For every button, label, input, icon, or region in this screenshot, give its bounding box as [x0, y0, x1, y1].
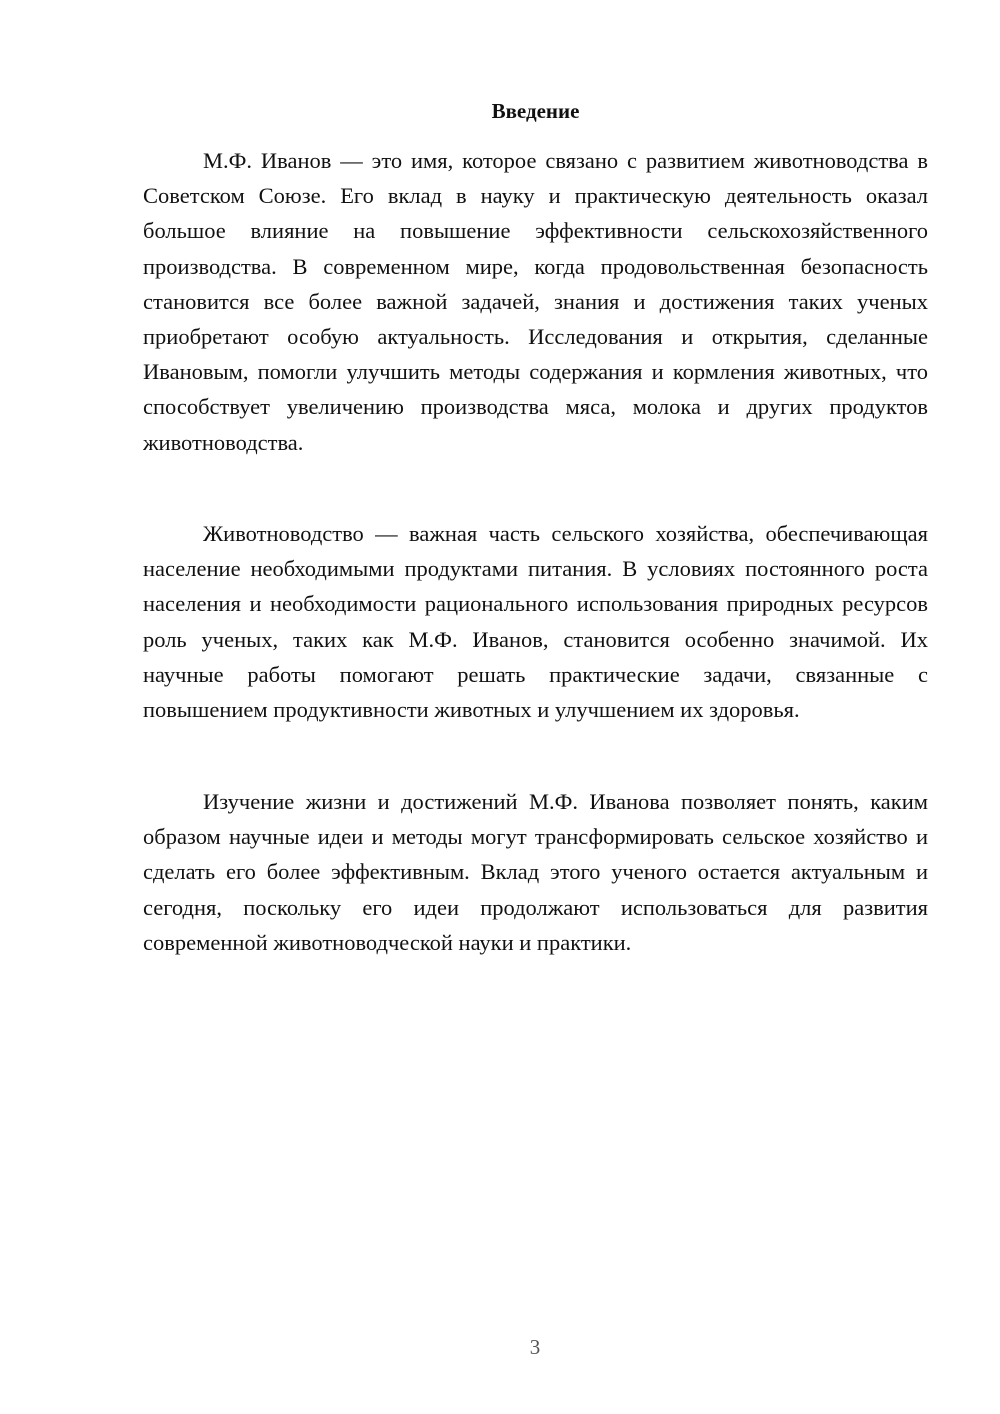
- paragraph-2-block: [143, 516, 928, 727]
- paragraph: Животноводство — важная часть сельского хозяйства, обеспечивающая население необходимыми продуктами питания. В условиях постоянного роста населения и необходимости рационального использования природных ресурсов роль ученых, таких как М.Ф. Иванов, становится особенно значимой. Их научные работы помогают решать практические задачи, связанные с повышением продуктивности животных и улучшением их здоровья.: [143, 521, 928, 723]
- paragraph: Изучение жизни и достижений М.Ф. Иванова позволяет понять, каким образом научные идеи и методы могут трансформировать сельское хозяйство и сделать его более эффективным. Вклад этого ученого остается актуальным и сегодня, поскольку его идеи продолжают использоваться для развития современной животноводческой науки и практики.: [143, 789, 928, 955]
- paragraph-1-block: [143, 143, 928, 460]
- page-number: 3: [529, 1335, 541, 1359]
- section-heading: Введение: [491, 99, 580, 123]
- paragraph: М.Ф. Иванов — это имя, которое связано с развитием животноводства в Советском Союзе. Его вклад в науку и практическую деятельность оказал большое влияние на повышение эффективности сельскохозяйственного производства. В современном мире, когда продовольственная безопасность становится все более важной задачей, знания и достижения таких ученых приобретают особую актуальность. Исследования и открытия, сделанные Ивановым, помогли улучшить методы содержания и кормления животных, что способствует увеличению производства мяса, молока и других продуктов животноводства.: [143, 148, 928, 455]
- paragraph-3-block: [143, 784, 928, 960]
